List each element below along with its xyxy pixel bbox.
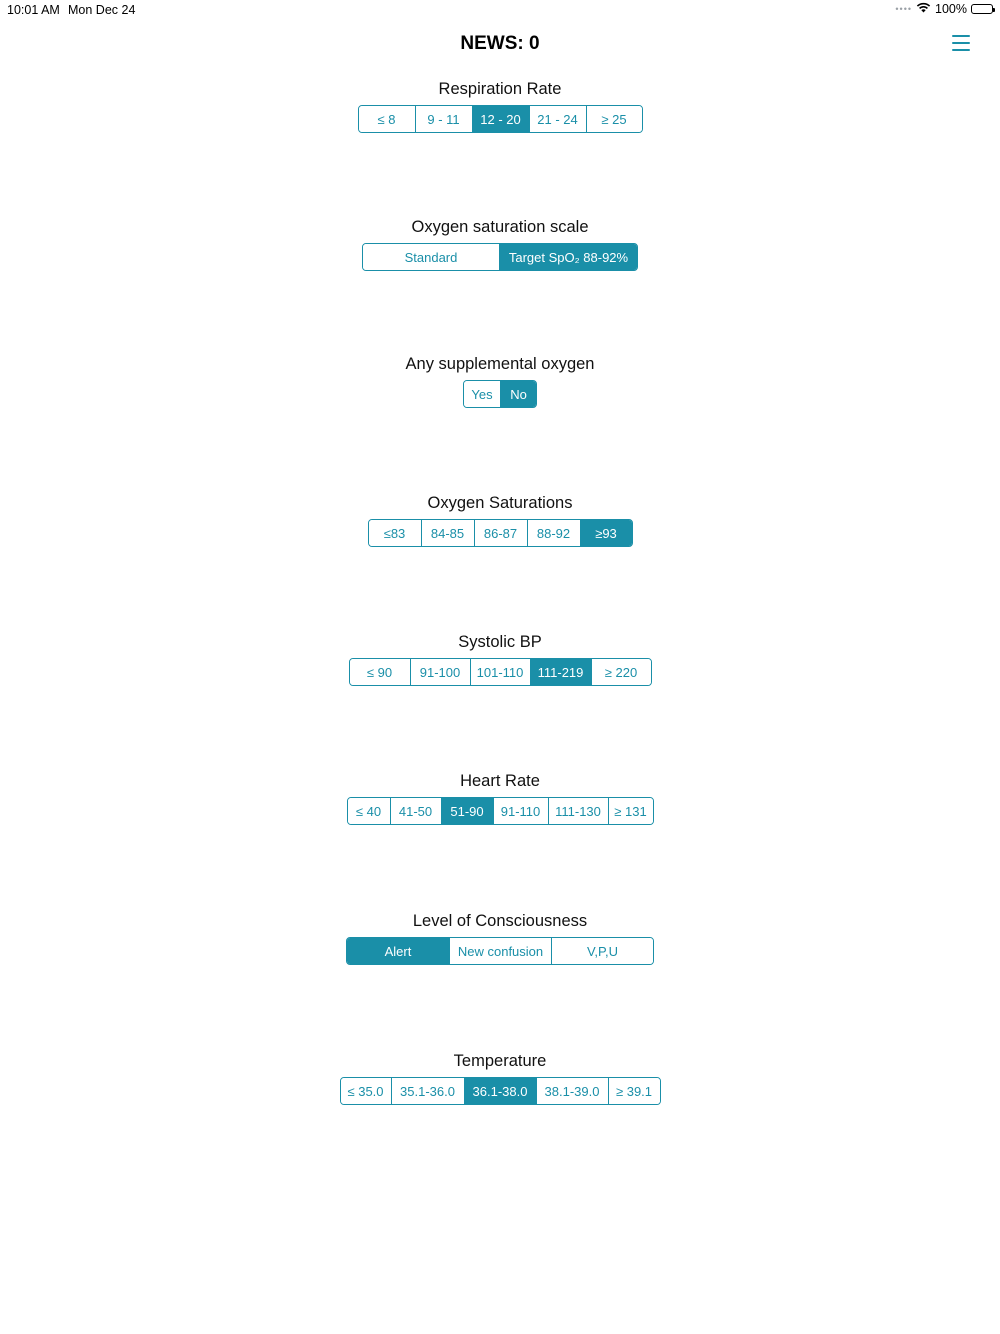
temperature-label: Temperature: [453, 1052, 547, 1070]
respiration-option[interactable]: ≤ 8: [359, 106, 415, 132]
oxygen-scale-section: [0, 218, 1000, 271]
respiration-option[interactable]: 21 - 24: [529, 106, 586, 132]
heart-rate-option[interactable]: 111-130: [548, 798, 608, 824]
systolic-bp-control: [349, 658, 652, 686]
heart-rate-label: Heart Rate: [460, 772, 540, 790]
temperature-option[interactable]: ≥ 39.1: [608, 1078, 660, 1104]
heart-rate-option[interactable]: ≥ 131: [608, 798, 653, 824]
heart-rate-control: [347, 797, 654, 825]
respiration-rate-section: [0, 80, 1000, 133]
heart-rate-option[interactable]: 91-110: [493, 798, 548, 824]
supplemental-o2-option[interactable]: Yes: [464, 381, 500, 407]
consciousness-option[interactable]: V,P,U: [551, 938, 653, 964]
page-title: NEWS: 0: [460, 33, 540, 54]
o2-sat-option[interactable]: 84-85: [421, 520, 474, 546]
temperature-control: [340, 1077, 661, 1105]
consciousness-section: [0, 912, 1000, 965]
oxygen-scale-label: Oxygen saturation scale: [411, 218, 589, 236]
heart-rate-option[interactable]: 41-50: [390, 798, 441, 824]
status-bar: [0, 0, 1000, 20]
heart-rate-option[interactable]: 51-90: [441, 798, 493, 824]
signal-dots-icon: ••••: [895, 4, 913, 14]
status-right: [895, 2, 993, 16]
supplemental-oxygen-label: Any supplemental oxygen: [405, 355, 595, 373]
oxygen-saturations-label: Oxygen Saturations: [427, 494, 573, 512]
systolic-bp-option[interactable]: 111-219: [530, 659, 591, 685]
consciousness-option[interactable]: New confusion: [449, 938, 551, 964]
status-date: Mon Dec 24: [68, 3, 136, 17]
systolic-bp-section: [0, 633, 1000, 686]
temperature-option[interactable]: 36.1-38.0: [464, 1078, 536, 1104]
systolic-bp-option[interactable]: 101-110: [470, 659, 530, 685]
battery-icon: [971, 4, 993, 14]
systolic-bp-option[interactable]: ≥ 220: [591, 659, 651, 685]
supplemental-oxygen-control: [463, 380, 537, 408]
oxygen-saturations-control: [368, 519, 633, 547]
o2-scale-option[interactable]: Target SpO₂ 88-92%: [499, 244, 637, 270]
o2-sat-option[interactable]: ≥93: [580, 520, 632, 546]
respiration-rate-control: [358, 105, 643, 133]
oxygen-scale-control: [362, 243, 638, 271]
systolic-bp-label: Systolic BP: [458, 633, 542, 651]
consciousness-option[interactable]: Alert: [347, 938, 449, 964]
systolic-bp-option[interactable]: ≤ 90: [350, 659, 410, 685]
consciousness-control: [346, 937, 654, 965]
systolic-bp-option[interactable]: 91-100: [410, 659, 470, 685]
supplemental-o2-option[interactable]: No: [500, 381, 536, 407]
battery-percentage: 100%: [935, 2, 967, 16]
heart-rate-section: [0, 772, 1000, 825]
respiration-option[interactable]: ≥ 25: [586, 106, 642, 132]
consciousness-label: Level of Consciousness: [412, 912, 588, 930]
heart-rate-option[interactable]: ≤ 40: [348, 798, 390, 824]
temperature-option[interactable]: 38.1-39.0: [536, 1078, 608, 1104]
temperature-option[interactable]: ≤ 35.0: [341, 1078, 391, 1104]
respiration-option[interactable]: 9 - 11: [415, 106, 472, 132]
oxygen-saturations-section: [0, 494, 1000, 547]
status-time: 10:01 AM: [7, 3, 60, 17]
supplemental-oxygen-section: [0, 355, 1000, 408]
hamburger-menu-icon[interactable]: [952, 35, 970, 53]
o2-sat-option[interactable]: ≤83: [369, 520, 421, 546]
respiration-rate-label: Respiration Rate: [438, 80, 562, 98]
temperature-option[interactable]: 35.1-36.0: [391, 1078, 464, 1104]
o2-sat-option[interactable]: 86-87: [474, 520, 527, 546]
respiration-option[interactable]: 12 - 20: [472, 106, 529, 132]
temperature-section: [0, 1052, 1000, 1105]
o2-sat-option[interactable]: 88-92: [527, 520, 580, 546]
o2-scale-option[interactable]: Standard: [363, 244, 499, 270]
wifi-icon: [916, 2, 931, 16]
